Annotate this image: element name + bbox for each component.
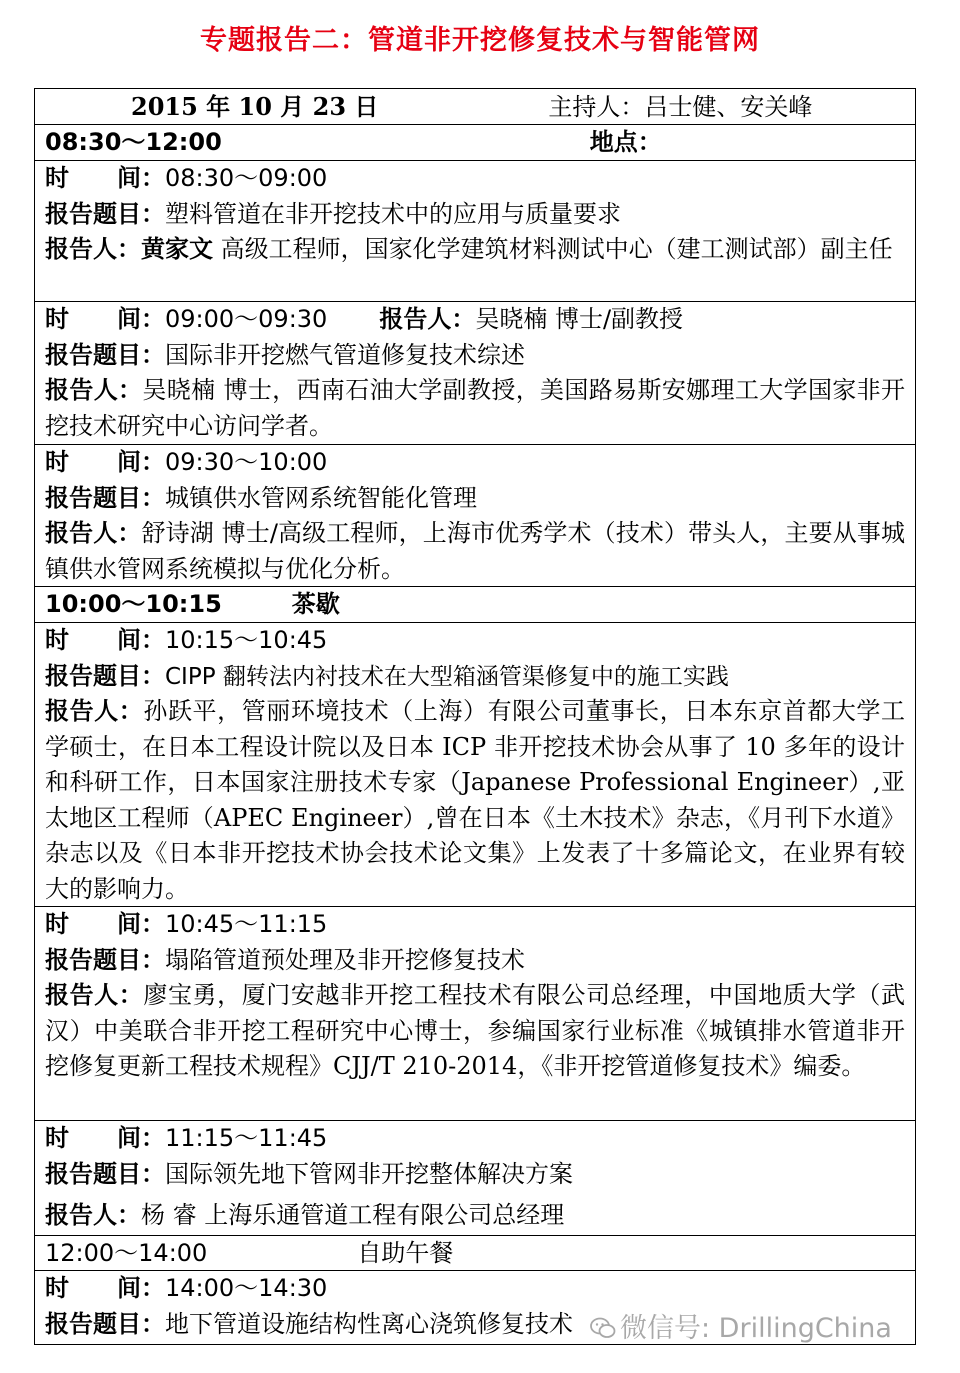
speaker-desc: 上海乐通管道工程有限公司总经理 [196,1201,565,1229]
time-label: 时 间： [45,626,165,654]
time-label: 时 间： [45,910,165,938]
wechat-watermark [590,1306,892,1345]
speaker-label: 报告人： [45,981,144,1009]
talk-time: 08:30～09:00 [165,164,328,192]
speaker-desc: ，厦门安越非开挖工程技术有限公司总经理，中国地质大学（武汉）中美联合非开挖工程研究中心博士，参编国家行业标准《城镇排水管道非开挖修复更新工程技术规程》CJJ/T 210-2014，《非开挖管道修复技术》编委。 [45,981,906,1080]
talk-row [35,622,915,906]
talk-topic: CIPP 翻转法内衬技术在大型箱涵管渠修复中的施工实践 [165,663,729,690]
speaker-name: 吴晓楠 博士 [142,376,273,404]
talk-time: 11:15～11:45 [165,1124,328,1152]
talk-time: 10:15～10:45 [165,626,328,654]
topic-label: 报告题目： [45,945,165,974]
topic-label: 报告题目： [45,199,165,228]
speaker-name: 杨 睿 [141,1201,197,1229]
session-row [35,124,915,160]
talk-row [35,906,915,1120]
break-row [35,586,915,622]
talk-time: 10:45～11:15 [165,910,328,938]
time-label: 时 间： [45,448,165,476]
schedule-table [34,88,916,1345]
break-row [35,1235,915,1270]
topic-label: 报告题目： [45,340,165,369]
speaker-name: 舒诗湖 博士/高级工程师 [141,519,399,547]
break-label: 茶歇 [291,590,340,618]
speaker-name: 黄家文 [141,235,213,263]
watermark-text: 微信号: DrillingChina [620,1313,892,1344]
break-time: 12:00～14:00 [45,1239,208,1267]
break-time: 10:00～10:15 [45,590,222,618]
session-time: 08:30～12:00 [45,128,222,156]
speaker-label: 报告人： [45,376,143,404]
talk-topic: 地下管道设施结构性离心浇筑修复技术 [165,1309,573,1338]
speaker-name: 廖宝勇 [143,981,218,1009]
host-names: 吕士健、安关峰 [644,93,813,121]
speaker-desc: 高级工程师，国家化学建筑材料测试中心（建工测试部）副主任 [213,235,893,263]
speaker-desc: ，西南石油大学副教授，美国路易斯安娜理工大学国家非开挖技术研究中心访问学者。 [45,376,905,440]
talk-topic: 城镇供水管网系统智能化管理 [165,483,477,512]
location-label: 地点： [589,128,662,156]
topic-label: 报告题目： [45,483,165,512]
host-label: 主持人： [548,93,645,121]
talk-time: 09:00～09:30 [165,305,328,333]
speaker-label: 报告人： [45,519,142,547]
time-label: 时 间： [45,305,165,333]
talk-row [35,160,915,301]
session-date: 2015 年 10 月 23 日 [131,92,379,121]
speaker-label: 报告人： [45,235,141,263]
talk-row [35,444,915,586]
time-label: 时 间： [45,1274,165,1302]
time-label: 时 间： [45,1124,165,1152]
time-label: 时 间： [45,164,165,192]
speaker-label: 报告人： [45,697,144,725]
time-speaker: 吴晓楠 博士/副教授 [475,305,684,333]
page-title: 专题报告二：管道非开挖修复技术与智能管网 [200,25,760,56]
talk-topic: 塌陷管道预处理及非开挖修复技术 [165,945,525,974]
break-label: 自助午餐 [357,1239,454,1267]
talk-row [35,301,915,444]
topic-label: 报告题目： [45,661,165,690]
speaker-label: 报告人： [45,1201,141,1229]
talk-topic: 塑料管道在非开挖技术中的应用与质量要求 [165,199,621,228]
speaker-desc: ，上海市优秀学术（技术）带头人，主要从事城镇供水管网系统模拟与优化分析。 [45,519,906,583]
talk-topic: 国际非开挖燃气管道修复技术综述 [165,340,525,369]
talk-time: 09:30～10:00 [165,448,328,476]
speaker-name: 孙跃平 [143,697,218,725]
talk-topic: 国际领先地下管网非开挖整体解决方案 [165,1159,573,1188]
topic-label: 报告题目： [45,1159,165,1188]
speaker-desc: ，管丽环境技术（上海）有限公司董事长，日本东京首都大学工学硕士，在日本工程设计院以及日本 ICP 非开挖技术协会从事了 10 多年的设计和科研工作，日本国家注册技术专家（Japanese Professional Engineer）,亚太地区工程师（APEC Engineer）,曾在日本《土木技术》杂志，《月刊下水道》杂志以及《日本非开挖技术协会技术论文集》上发表了十多篇论文，在业界有较大的影响力。 [45,697,906,903]
talk-time: 14:00～14:30 [165,1274,328,1302]
header-row [35,89,915,124]
talk-row [35,1120,915,1235]
wechat-icon [590,1317,616,1339]
topic-label: 报告题目： [45,1309,165,1338]
time-speaker-label: 报告人： [379,305,476,333]
